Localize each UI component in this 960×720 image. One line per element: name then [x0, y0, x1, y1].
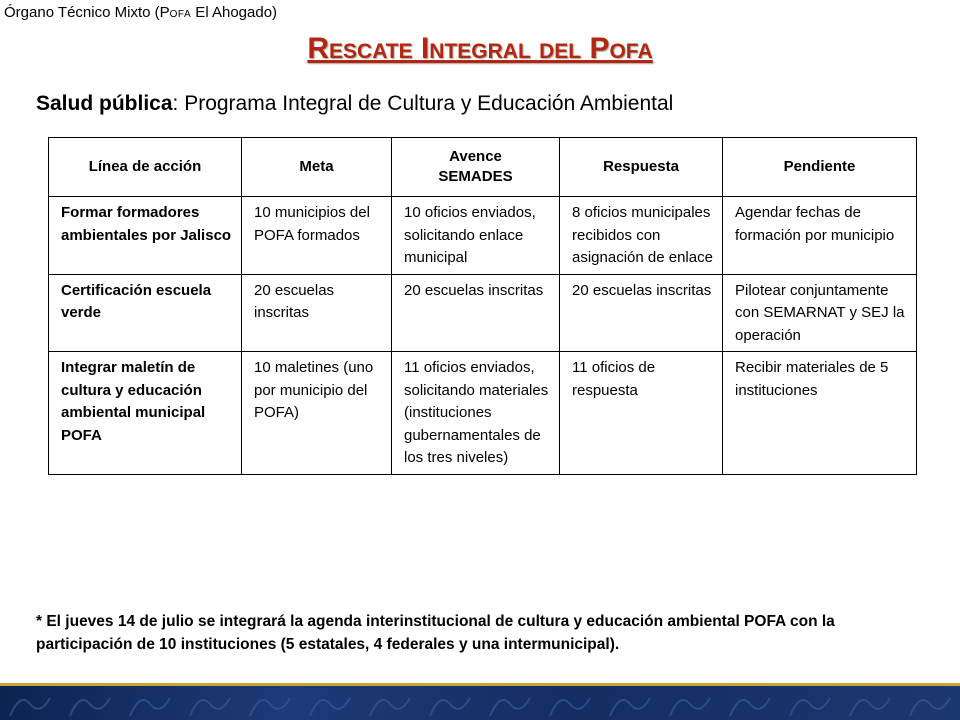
header-org-suffix: El Ahogado): [191, 4, 278, 21]
table-cell: Pilotear conjuntamente con SEMARNAT y SEJ la operación: [723, 274, 917, 352]
footnote: * El jueves 14 de julio se integrará la agenda interinstitucional de cultura y educación ambiental POFA con la participación de 10 instituciones (5 estatales, 4 federales y una intermunicipal).: [36, 613, 835, 653]
footer-pattern-icon: [0, 686, 960, 720]
table-cell: 10 municipios del POFA formados: [242, 197, 392, 275]
header-respuesta: Respuesta: [560, 138, 723, 197]
table-header-row: [49, 138, 917, 197]
header-organization: [4, 4, 277, 21]
table-cell: Recibir materiales de 5 instituciones: [723, 352, 917, 475]
table-cell: 10 maletines (uno por municipio del POFA): [242, 352, 392, 475]
table-row: [49, 274, 917, 352]
table-cell: 11 oficios de respuesta: [560, 352, 723, 475]
page-title: Rescate Integral del Pofa: [307, 32, 653, 65]
header-linea: Línea de acción: [49, 138, 242, 197]
table-cell: 8 oficios municipales recibidos con asignación de enlace: [560, 197, 723, 275]
table-cell: 11 oficios enviados, solicitando materiales (instituciones gubernamentales de los tres niveles): [392, 352, 560, 475]
header-meta: Meta: [242, 138, 392, 197]
table-row: [49, 197, 917, 275]
footer-banner: [0, 686, 960, 720]
table-cell: 20 escuelas inscritas: [242, 274, 392, 352]
table-row: [49, 352, 917, 475]
subtitle-bold: Salud pública: [36, 92, 173, 115]
table-cell: Formar formadores ambientales por Jalisco: [49, 197, 242, 275]
header-org-smallcaps: OFA: [169, 9, 192, 20]
action-table: [48, 137, 917, 475]
header-pendiente: Pendiente: [723, 138, 917, 197]
table-cell: 20 escuelas inscritas: [392, 274, 560, 352]
table-cell: 20 escuelas inscritas: [560, 274, 723, 352]
table-cell: Agendar fechas de formación por municipio: [723, 197, 917, 275]
page-subtitle: [36, 92, 673, 116]
table-cell: Certificación escuela verde: [49, 274, 242, 352]
table-cell: Integrar maletín de cultura y educación ambiental municipal POFA: [49, 352, 242, 475]
header-org-prefix: Órgano Técnico Mixto (P: [4, 4, 170, 21]
table-cell: 10 oficios enviados, solicitando enlace municipal: [392, 197, 560, 275]
header-avance: Avence SEMADES: [392, 138, 560, 197]
subtitle-rest: : Programa Integral de Cultura y Educación Ambiental: [172, 92, 674, 115]
